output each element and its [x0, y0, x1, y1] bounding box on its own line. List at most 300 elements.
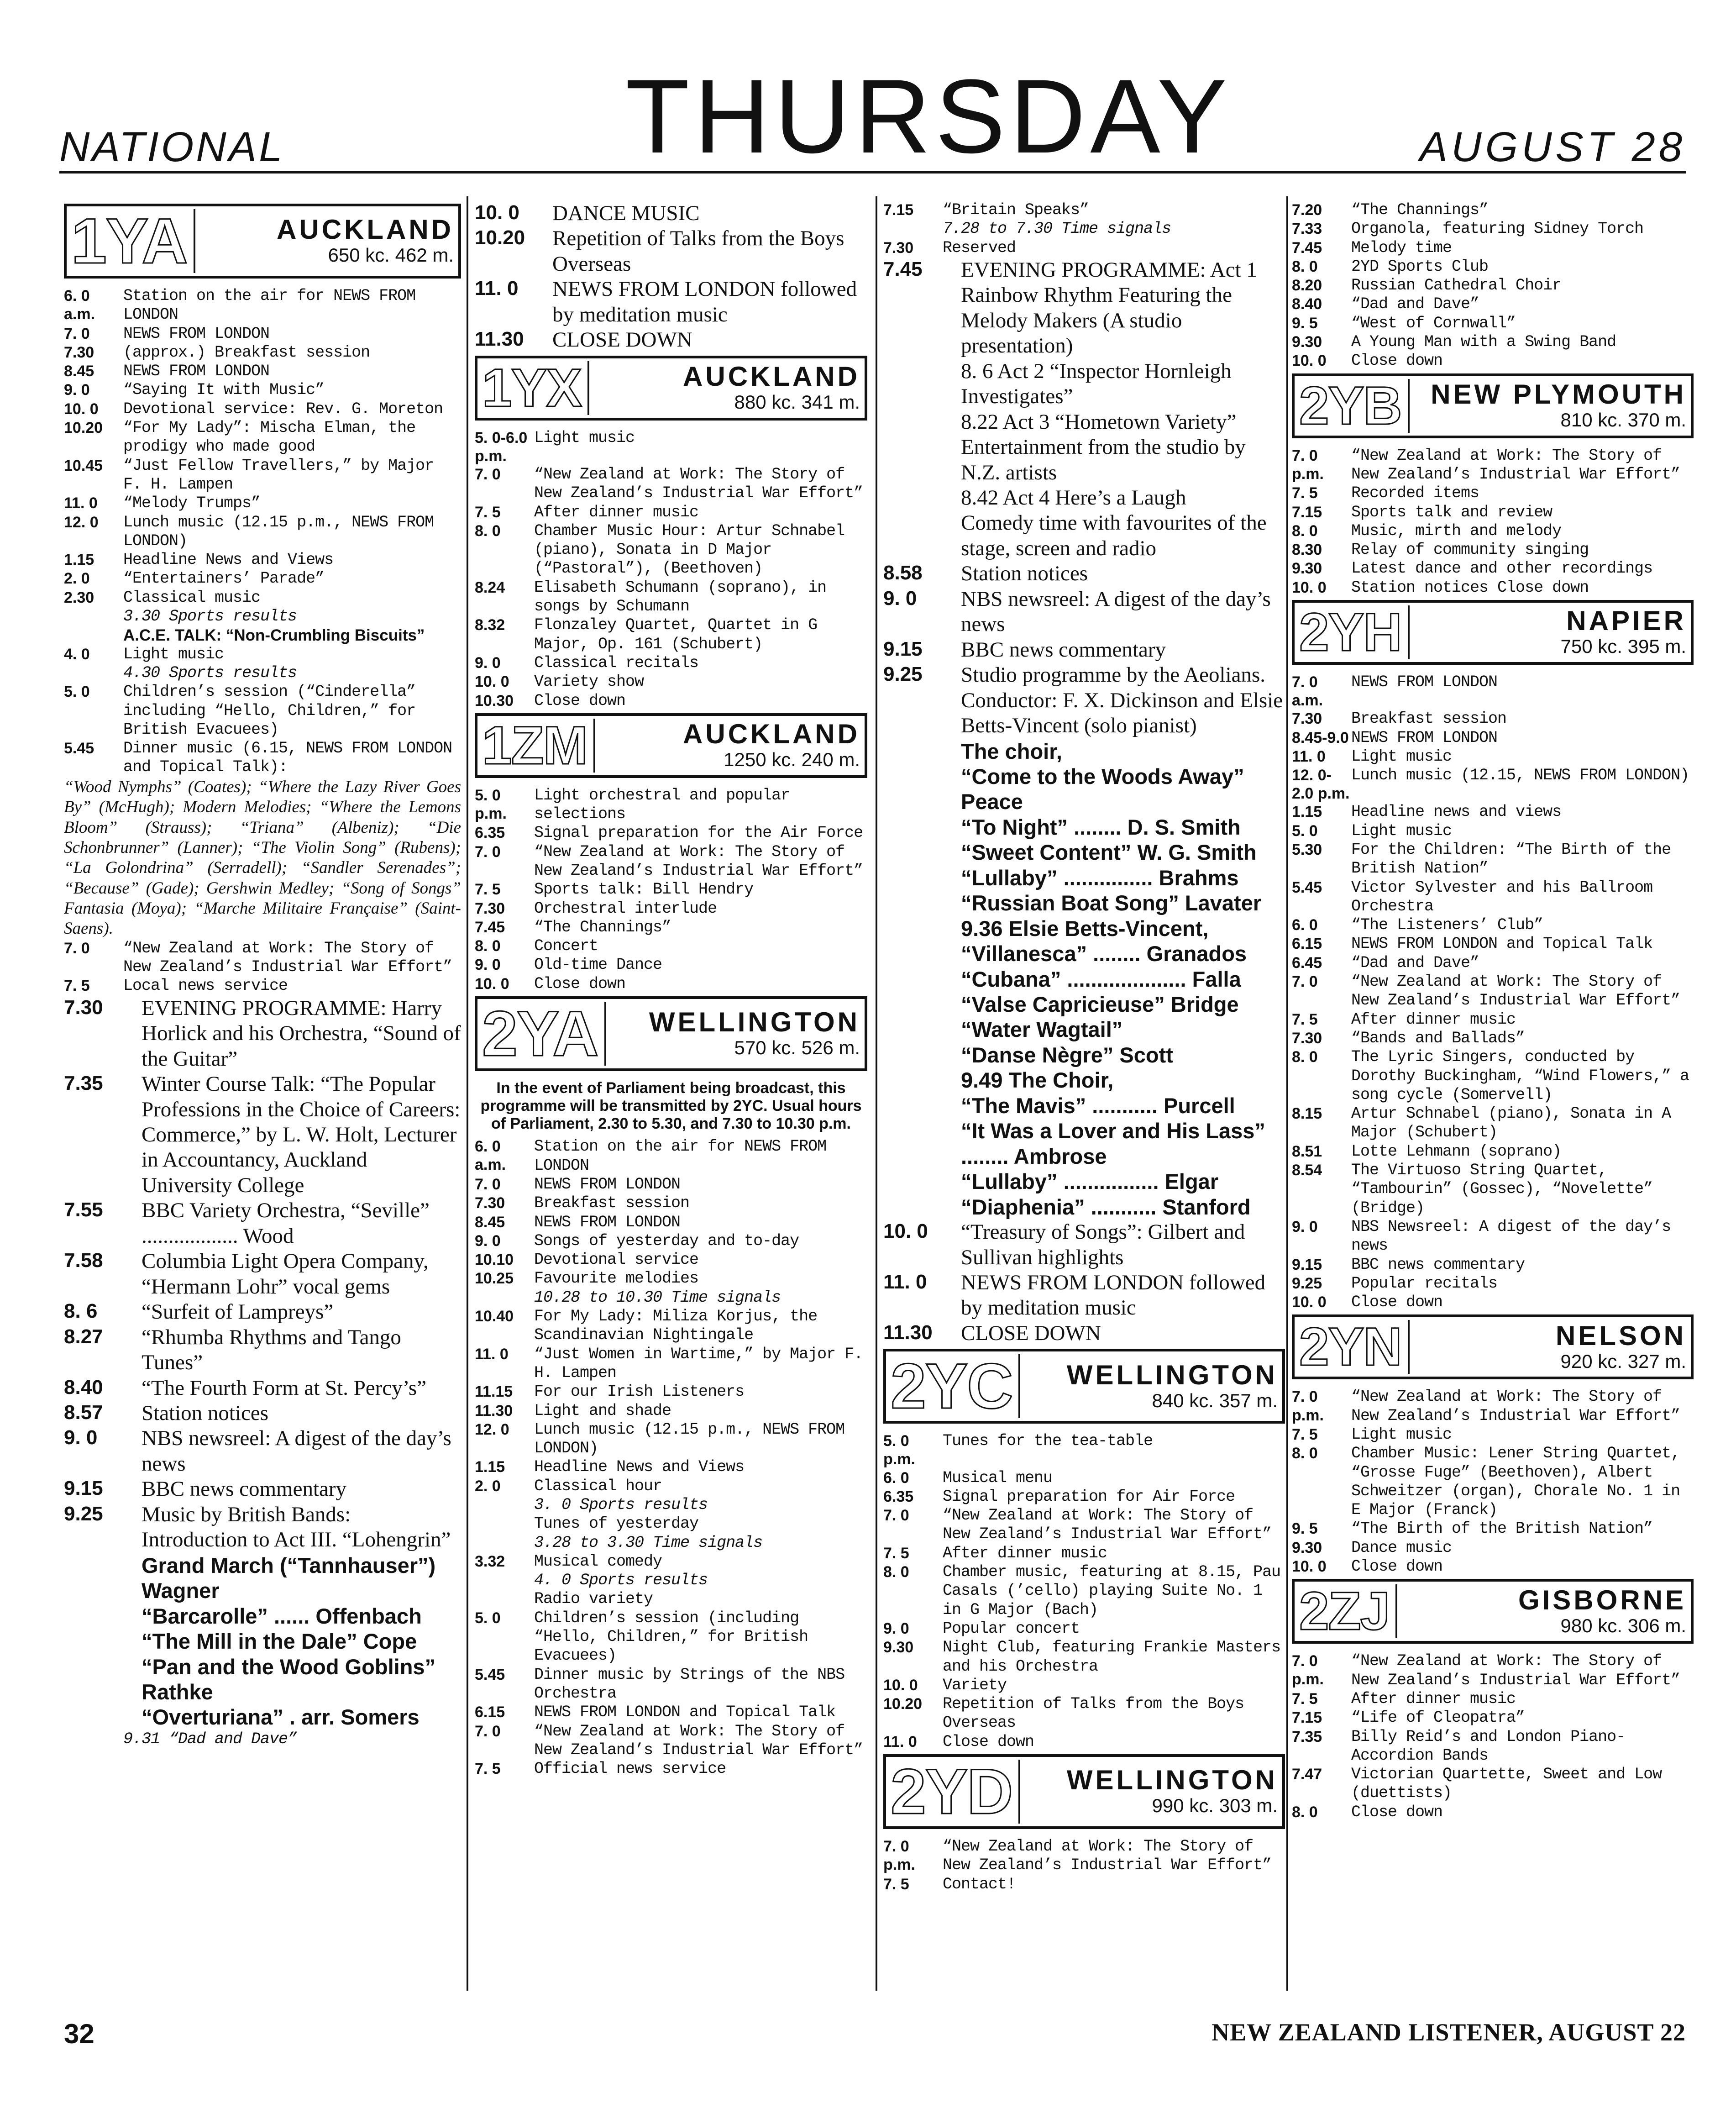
time-label: 5. 0 — [64, 683, 90, 701]
programme-text: Station notices — [142, 1401, 269, 1425]
column-3 — [883, 201, 1285, 1991]
programme-text: Light orchestral and popular selections — [534, 786, 790, 824]
schedule-row — [475, 1420, 867, 1458]
publication-credit: NEW ZEALAND LISTENER, AUGUST 22 — [1212, 2019, 1686, 2046]
time-label: 7. 0 — [475, 465, 501, 483]
time-label: 7. 5 — [475, 881, 501, 899]
schedule-row — [1292, 559, 1694, 578]
time-label: 7.30 — [475, 899, 505, 917]
time-label: 7. 0 a.m. — [1292, 673, 1323, 710]
programme-text: “Entertainers’ Parade” — [123, 569, 325, 588]
schedule-row — [1292, 352, 1694, 370]
programme-text: “New Zealand at Work: The Story of New Zealand’s Industrial War Effort” — [943, 1506, 1272, 1544]
programme-text: NEWS FROM LONDON — [534, 1213, 681, 1231]
schedule-row — [1292, 673, 1694, 710]
time-label: 1.15 — [475, 1458, 505, 1476]
schedule-row — [1292, 541, 1694, 559]
schedule-row — [1292, 239, 1694, 258]
programme-text: “Surfeit of Lampreys” — [142, 1300, 334, 1324]
programme-text: NEWS FROM LONDON followed by meditation music — [552, 277, 857, 326]
time-label: 11.30 — [475, 1402, 513, 1420]
schedule-list — [1292, 673, 1694, 1312]
time-label: 5. 0 — [475, 1609, 501, 1627]
programme-text: 2YD Sports Club — [1351, 257, 1489, 276]
station-frequency: 920 kc. 327 m. — [1560, 1350, 1686, 1372]
time-label: 7.20 — [1292, 201, 1322, 219]
time-label: 9. 0 — [64, 1426, 98, 1449]
schedule-row — [1292, 295, 1694, 314]
sub-item: 4. 0 Sports results — [534, 1571, 708, 1590]
programme-text: Chamber music, featuring at 8.15, Pau Casals (’cello) playing Suite No. 1 in G Major (Bach) — [943, 1563, 1281, 1619]
time-label: 7.30 — [1292, 710, 1322, 728]
time-label: 10. 0 — [1292, 578, 1327, 596]
time-label: 8. 6 — [64, 1300, 98, 1323]
time-label: 9. 0 — [475, 956, 501, 974]
time-label: 8.45 — [64, 363, 94, 380]
schedule-row — [883, 1619, 1285, 1638]
programme-text: Headline News and Views — [534, 1458, 745, 1477]
time-label: 7.58 — [64, 1249, 103, 1272]
schedule-row — [475, 1307, 867, 1345]
time-label: 7.35 — [64, 1072, 103, 1095]
programme-text: “New Zealand at Work: The Story of New Zealand’s Industrial War Effort” — [1351, 446, 1680, 484]
time-label: 7. 0 — [475, 1175, 501, 1193]
schedule-row — [64, 939, 461, 977]
schedule-row — [64, 739, 461, 777]
schedule-row — [64, 362, 461, 381]
sub-item: Tunes of yesterday — [534, 1514, 699, 1533]
programme-text: For our Irish Listeners — [534, 1383, 745, 1401]
programme-text: “New Zealand at Work: The Story of New Zealand’s Industrial War Effort” — [1351, 1388, 1680, 1425]
programme-text: “The Fourth Form at St. Percy’s” — [142, 1376, 426, 1400]
time-label: 2. 0 — [475, 1477, 501, 1495]
schedule-row — [475, 1137, 867, 1175]
schedule-row — [475, 956, 867, 974]
programme-text: Light and shade — [534, 1401, 671, 1420]
time-label: 9.25 — [64, 1502, 103, 1525]
schedule-row — [64, 325, 461, 343]
time-label: 6.15 — [1292, 935, 1322, 953]
time-label: 7. 0 — [64, 325, 90, 342]
time-label: 10. 0 — [475, 975, 509, 993]
programme-text: Dinner music (6.15, NEWS FROM LONDON and Topical Talk): — [123, 739, 452, 777]
programme-text: Station notices Close down — [1351, 578, 1589, 597]
time-label: 7. 0 — [883, 1507, 909, 1525]
programme-text: Headline News and Views — [123, 551, 334, 569]
schedule-row — [1292, 803, 1694, 821]
time-label: 6. 0 a.m. — [475, 1138, 506, 1174]
schedule-row — [64, 1376, 461, 1401]
programme-text: Lotte Lehmann (soprano) — [1351, 1142, 1562, 1161]
programme-text: Victorian Quartette, Sweet and Low (duettists) — [1351, 1765, 1662, 1803]
schedule-row — [475, 654, 867, 673]
programme-text: Close down — [1351, 1557, 1443, 1576]
schedule-row — [1292, 201, 1694, 220]
programme-line: Entertainment from the studio by N.Z. artists — [961, 435, 1246, 484]
schedule-row — [64, 683, 461, 739]
time-label: 8. 0 — [1292, 258, 1318, 275]
evening-programme — [64, 996, 461, 1553]
programme-text: NEWS FROM LONDON and Topical Talk — [534, 1703, 836, 1722]
station-logo: 2YB — [1299, 379, 1410, 433]
programme-text: EVENING PROGRAMME: Act 1 Rainbow Rhythm Featuring the Melody Makers (A studio presentation) — [961, 258, 1257, 358]
programme-text: Close down — [943, 1732, 1034, 1751]
programme-text: Organola, featuring Sidney Torch — [1351, 220, 1644, 238]
time-label: 7. 0 p.m. — [883, 1838, 915, 1874]
programme-text: BBC Variety Orchestra, “Seville” .................. Wood — [142, 1199, 430, 1248]
station-logo: 2YH — [1299, 605, 1410, 659]
schedule-row — [64, 419, 461, 457]
schedule-row — [475, 843, 867, 881]
time-label: 1.15 — [64, 551, 94, 569]
programme-text: “Britain Speaks” — [943, 201, 1089, 219]
schedule-row — [883, 1506, 1285, 1544]
programme-text: Popular recitals — [1351, 1274, 1498, 1293]
schedule-row — [1292, 258, 1694, 276]
time-label: 10.45 — [64, 457, 103, 474]
programme-text: Sports talk and review — [1351, 503, 1552, 521]
programme-text: Lunch music (12.15 p.m., NEWS FROM LONDON) — [534, 1420, 845, 1458]
schedule-row — [475, 1194, 867, 1213]
dinner-music-list: “Wood Nymphs” (Coates); “Where the Lazy River Goes By” (McHugh); Modern Melodies; “Where the Lemons Bloom” (Strauss); “Triana” (Albeniz); “Die Schonbrunner” (Lanner); “The Violin Song” (Rubens); “La Golondrina” (Serradell); “Sandler Serenades”; “Because” (Gade); Gershwin Medley; “Song of Songs” Fantasia (Moya); “Marche Militaire Française” (Saint-Saens). — [64, 777, 461, 938]
schedule-row — [883, 1544, 1285, 1563]
time-label: 6. 0 — [1292, 916, 1318, 934]
time-label: 7.47 — [1292, 1766, 1322, 1783]
programme-line: “Danse Nègre” Scott — [961, 1042, 1173, 1067]
schedule-row — [475, 327, 867, 352]
time-label: 8. 0 — [475, 522, 501, 540]
station-logo: 2YN — [1299, 1320, 1410, 1374]
schedule-row — [1292, 822, 1694, 841]
time-label: 8. 0 — [1292, 1445, 1318, 1462]
schedule-row — [1292, 954, 1694, 973]
schedule-row — [475, 429, 867, 465]
schedule-row — [1292, 1444, 1694, 1519]
time-label: 10. 0 — [64, 400, 99, 418]
schedule-row — [1292, 1010, 1694, 1029]
programme-line: Grand March (“Tannhauser”) Wagner — [142, 1553, 436, 1603]
time-label: 7.30 — [64, 996, 103, 1019]
schedule-row — [883, 258, 1285, 359]
time-label: 8.54 — [1292, 1162, 1322, 1179]
station-frequency: 570 kc. 526 m. — [734, 1037, 860, 1059]
time-label: 10. 0 — [1292, 1558, 1327, 1576]
schedule-row — [1292, 1690, 1694, 1709]
programme-text: Songs of yesterday and to-day — [534, 1231, 799, 1250]
sub-item: 3.28 to 3.30 Time signals — [534, 1533, 763, 1552]
programme-text: After dinner music — [534, 503, 699, 521]
schedule-row — [64, 494, 461, 513]
programme-text: “The Listeners’ Club” — [1351, 916, 1543, 935]
last-item: 9.31 “Dad and Dave” — [123, 1730, 297, 1748]
programme-text: “New Zealand at Work: The Story of New Zealand’s Industrial War Effort” — [1351, 1652, 1680, 1689]
time-label: 7. 5 — [883, 1875, 909, 1893]
programme-text: Devotional service — [534, 1251, 699, 1269]
programme-text: Relay of community singing — [1351, 541, 1589, 559]
time-label: 11. 0 — [883, 1271, 927, 1293]
schedule-row — [64, 977, 461, 995]
programme-text: After dinner music — [1351, 1010, 1516, 1029]
programme-text: Columbia Light Opera Company, “Hermann Lohr” vocal gems — [142, 1249, 429, 1299]
schedule-row — [64, 1477, 461, 1502]
station-header-1yx — [475, 356, 867, 421]
programme-text: BBC news commentary — [142, 1477, 347, 1501]
time-label: 7. 5 — [64, 977, 90, 995]
programme-line: “Diaphenia” ........... Stanford — [961, 1194, 1251, 1219]
programme-text: Classical hour — [534, 1477, 662, 1495]
schedule-row — [883, 1432, 1285, 1468]
schedule-row — [475, 1609, 867, 1666]
time-label: 9. 0 — [475, 1232, 501, 1250]
time-label: 7. 5 — [475, 503, 501, 521]
programme-line: Comedy time with favourites of the stage, screen and radio — [961, 511, 1267, 560]
station-logo: 1ZM — [482, 719, 595, 773]
programme-text: NEWS FROM LONDON and Topical Talk — [1351, 935, 1653, 953]
time-label: 5.30 — [1292, 841, 1322, 858]
programme-text: Breakfast session — [1351, 710, 1507, 728]
time-label: 2. 0 — [64, 570, 90, 588]
time-label: 8.27 — [64, 1325, 103, 1348]
schedule-row — [64, 551, 461, 569]
programme-text: Light music — [1351, 821, 1452, 840]
programme-text: Breakfast session — [534, 1194, 690, 1213]
station-header-2yc — [883, 1349, 1285, 1424]
programme-text: “New Zealand at Work: The Story of New Zealand’s Industrial War Effort” — [943, 1837, 1272, 1875]
station-frequency: 980 kc. 306 m. — [1560, 1614, 1686, 1636]
programme-line: “The Mill in the Dale” Cope — [142, 1629, 417, 1654]
programme-text: For the Children: “The Birth of the British Nation” — [1351, 840, 1671, 878]
programme-text: Musical menu — [943, 1468, 1053, 1487]
time-label: 9.30 — [1292, 1539, 1322, 1556]
schedule-row — [883, 1488, 1285, 1506]
schedule-row — [1292, 276, 1694, 295]
time-label: 11. 0 — [475, 277, 519, 300]
schedule-row — [475, 522, 867, 578]
schedule-list — [1292, 447, 1694, 597]
time-label: 10.10 — [475, 1251, 514, 1269]
schedule-row — [475, 880, 867, 899]
programme-text: “Melody Trumps” — [123, 494, 261, 513]
programme-text: “New Zealand at Work: The Story of New Zealand’s Industrial War Effort” — [534, 842, 863, 880]
station-logo: 1YA — [71, 209, 195, 273]
schedule-row — [475, 503, 867, 522]
time-label: 6. 0 a.m. — [64, 287, 95, 323]
programme-text: “West of Cornwall” — [1351, 314, 1516, 332]
programme-text: NBS Newsreel: A digest of the day’s news — [1351, 1217, 1671, 1255]
programme-text: “Saying It with Music” — [123, 381, 325, 400]
time-label: 7.30 — [64, 343, 94, 361]
time-label: 7. 0 p.m. — [1292, 1652, 1324, 1688]
schedule-row — [1292, 220, 1694, 238]
programme-text: BBC news commentary — [1351, 1255, 1525, 1274]
time-label: 3.32 — [475, 1552, 505, 1570]
time-label: 10. 0 — [1292, 1293, 1327, 1311]
programme-text: Lunch music (12.15, NEWS FROM LONDON) — [1351, 766, 1689, 785]
time-label: 9.25 — [1292, 1274, 1322, 1292]
schedule-row — [1292, 314, 1694, 333]
time-label: 8.57 — [64, 1401, 103, 1424]
schedule-row — [64, 996, 461, 1072]
schedule-list — [64, 683, 461, 777]
schedule-row — [1292, 747, 1694, 766]
time-label: 8.45 — [475, 1213, 505, 1231]
page-title: THURSDAY — [625, 58, 1232, 175]
time-label: 5.45 — [64, 740, 94, 757]
programme-text: Local news service — [123, 977, 288, 995]
schedule-row — [883, 561, 1285, 586]
time-label: 8.51 — [1292, 1142, 1322, 1160]
programme-line: “It Was a Lover and His Lass” ........ Ambrose — [961, 1119, 1265, 1168]
schedule-row — [475, 937, 867, 956]
time-label: 6.15 — [475, 1703, 505, 1721]
programme-text: Headline news and views — [1351, 803, 1562, 821]
schedule-row — [64, 513, 461, 551]
programme-text: “Just Women in Wartime,” by Major F. H. Lampen — [534, 1345, 863, 1382]
programme-text: Repetition of Talks from the Boys Overseas — [943, 1695, 1244, 1732]
schedule-row — [475, 918, 867, 937]
programme-text: Close down — [1351, 1803, 1443, 1821]
schedule-row — [475, 1666, 867, 1703]
time-label: 5.45 — [1292, 878, 1322, 896]
time-label: 7. 5 — [1292, 1010, 1318, 1028]
time-label: 10.40 — [475, 1308, 514, 1325]
station-header-2yb — [1292, 373, 1694, 438]
programme-text: Light music — [1351, 747, 1452, 766]
time-label: 7. 0 — [64, 939, 90, 957]
programme-text: Classical recitals — [534, 653, 699, 672]
schedule-row — [1292, 484, 1694, 503]
time-label: 8.20 — [1292, 277, 1322, 294]
page-number: 32 — [64, 2019, 94, 2049]
programme-line: 9.49 The Choir, — [961, 1068, 1114, 1093]
schedule-row — [1292, 503, 1694, 522]
schedule-row — [64, 381, 461, 400]
schedule-row — [1292, 1652, 1694, 1690]
time-label: 7.35 — [1292, 1728, 1322, 1745]
programme-line: “Barcarolle” ...... Offenbach — [142, 1604, 422, 1628]
sub-item: Radio variety — [534, 1590, 653, 1609]
evening-programme — [883, 258, 1285, 359]
time-label: 10.30 — [475, 692, 514, 710]
section-label: NATIONAL — [59, 124, 285, 170]
time-label: 8.24 — [475, 578, 505, 596]
programme-text: Favourite melodies — [534, 1269, 699, 1288]
schedule-row — [1292, 841, 1694, 878]
programme-line: “Lullaby” ............... Brahms — [961, 865, 1239, 890]
time-label: 5. 0 — [1292, 822, 1318, 840]
schedule-row — [64, 1198, 461, 1249]
programme-text: Flonzaley Quartet, Quartet in G Major, Op. 161 (Schubert) — [534, 616, 818, 653]
time-label: 7.45 — [1292, 239, 1322, 257]
time-label: 9. 0 — [1292, 1218, 1318, 1235]
programme-text: Winter Course Talk: “The Popular Professions in the Choice of Careers: Commerce,” by L. W. Holt, Lecturer in Accountancy, Auckland University College — [142, 1072, 461, 1197]
programme-text: “New Zealand at Work: The Story of New Zealand’s Industrial War Effort” — [534, 465, 863, 503]
station-logo: 1YX — [482, 361, 589, 415]
programme-line: 9.36 Elsie Betts-Vincent, — [961, 916, 1209, 941]
programme-line: “To Night” ........ D. S. Smith — [961, 815, 1241, 839]
schedule-row — [1292, 729, 1694, 747]
programme-text: Signal preparation for Air Force — [943, 1487, 1235, 1506]
schedule-row — [1292, 1029, 1694, 1048]
schedule-row — [475, 899, 867, 918]
programme-text: “The Channings” — [534, 918, 671, 936]
programme-text: NEWS FROM LONDON followed by meditation music — [961, 1271, 1266, 1320]
station-frequency: 810 kc. 370 m. — [1560, 409, 1686, 431]
time-label: 8.32 — [475, 616, 505, 634]
programme-text: Close down — [1351, 1293, 1443, 1312]
programme-text: “Rhumba Rhythms and Tango Tunes” — [142, 1325, 401, 1375]
station-header-2yn — [1292, 1314, 1694, 1379]
programme-text: CLOSE DOWN — [552, 328, 692, 352]
schedule-list — [883, 1220, 1285, 1346]
programme-text: Studio programme by the Aeolians. Conductor: F. X. Dickinson and Elsie Betts-Vincent (solo pianist) — [961, 663, 1283, 738]
station-logo: 2YC — [891, 1354, 1020, 1418]
schedule-row — [475, 1175, 867, 1194]
time-label: 7.15 — [1292, 1709, 1322, 1727]
programme-text: After dinner music — [943, 1544, 1107, 1562]
schedule-row — [1292, 1104, 1694, 1142]
time-label: 9.30 — [883, 1639, 914, 1656]
schedule-row — [883, 1321, 1285, 1346]
time-label: 9. 0 — [883, 587, 917, 610]
time-label: 7. 0 p.m. — [1292, 447, 1324, 483]
programme-line: “Overturiana” . arr. Somers — [142, 1705, 420, 1730]
schedule-row — [1292, 1539, 1694, 1557]
schedule-row — [1292, 1256, 1694, 1274]
column-2 — [475, 201, 867, 1991]
programme-text: CLOSE DOWN — [961, 1321, 1101, 1345]
station-header-2ya — [475, 996, 867, 1071]
schedule-row — [64, 400, 461, 419]
station-frequency: 840 kc. 357 m. — [1152, 1389, 1278, 1411]
sub-item: 7.28 to 7.30 Time signals — [943, 220, 1171, 238]
programme-text: Station on the air for NEWS FROM LONDON — [534, 1137, 827, 1175]
schedule-row — [883, 1676, 1285, 1695]
time-label: 7.55 — [64, 1199, 103, 1221]
schedule-row — [883, 1733, 1285, 1751]
schedule-row — [64, 1072, 461, 1198]
time-label: 2.30 — [64, 589, 94, 606]
time-label: 4. 0 — [64, 645, 90, 663]
time-label: 6.35 — [475, 824, 505, 842]
time-label: 7. 0 p.m. — [1292, 1388, 1324, 1424]
programme-text: “Just Fellow Travellers,” by Major F. H. Lampen — [123, 456, 434, 494]
programme-text: EVENING PROGRAMME: Harry Horlick and his Orchestra, “Sound of the Guitar” — [142, 996, 461, 1071]
schedule-row — [883, 1270, 1285, 1321]
schedule-row — [1292, 333, 1694, 352]
programme-text: “The Birth of the British Nation” — [1351, 1519, 1653, 1538]
programme-text: Station notices — [961, 562, 1088, 586]
programme-line: “Water Wagtail” — [961, 1017, 1123, 1042]
time-label: 9.15 — [883, 637, 923, 660]
programme-text: Melody time — [1351, 238, 1452, 257]
programme-text: Devotional service: Rev. G. Moreton — [123, 400, 443, 418]
programme-line: 8. 6 Act 2 “Inspector Hornleigh Investigates” — [961, 359, 1232, 409]
station-city: WELLINGTON — [1066, 1359, 1278, 1390]
schedule-row — [1292, 578, 1694, 597]
schedule-row — [1292, 1709, 1694, 1727]
schedule-row — [1292, 522, 1694, 541]
programme-text: NEWS FROM LONDON — [1351, 728, 1498, 747]
time-label: 7.45 — [883, 258, 923, 280]
time-label: 7. 5 — [475, 1760, 501, 1778]
schedule-list — [475, 786, 867, 994]
programme-text: Variety — [943, 1676, 1007, 1694]
schedule-list — [475, 1609, 867, 1779]
sub-item: 10.28 to 10.30 Time signals — [534, 1288, 781, 1307]
schedule-row — [475, 1458, 867, 1477]
schedule-row — [475, 465, 867, 503]
